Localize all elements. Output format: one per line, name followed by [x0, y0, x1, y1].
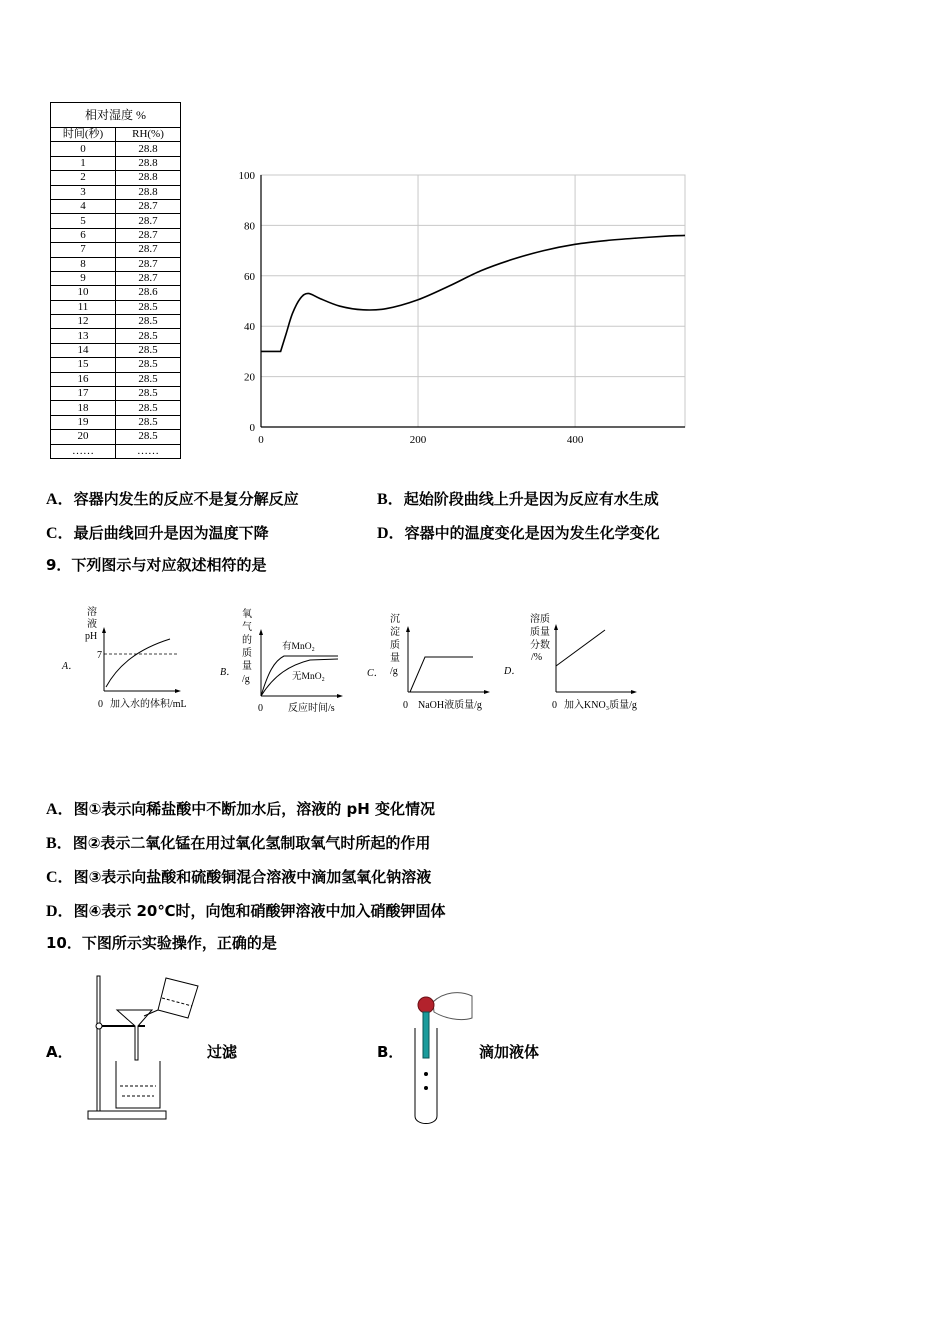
- rh-time-cell: 0: [51, 142, 116, 156]
- rh-table-row: [51, 228, 181, 242]
- graph-c-origin: 0: [403, 700, 408, 711]
- q8-option-d-label: D．: [377, 525, 405, 542]
- funnel: [117, 1010, 152, 1060]
- rh-value-cell: 28.5: [116, 387, 181, 401]
- graph-b-ylabel-3: 的: [242, 635, 252, 646]
- rh-table: [50, 102, 181, 459]
- graph-a-y-arrow: [102, 627, 106, 633]
- chart-ytick-label: 0: [249, 422, 255, 434]
- graph-b-y-arrow: [259, 629, 263, 635]
- q8-option-a-text: 容器内发生的反应不是复分解反应: [73, 490, 299, 508]
- q8-option-b[interactable]: [377, 486, 659, 509]
- dropper-bulb: [418, 997, 434, 1013]
- rh-table-row: [51, 329, 181, 343]
- graph-a-curve: [106, 639, 170, 687]
- rh-table-row: [51, 315, 181, 329]
- graph-b-ylabel-2: 气: [242, 622, 252, 633]
- rh-table-row: [51, 199, 181, 213]
- rh-time-cell: 15: [51, 358, 116, 372]
- rh-table-row: [51, 142, 181, 156]
- q9-option-b-label: B．: [46, 835, 73, 852]
- rh-value-cell: 28.8: [116, 185, 181, 199]
- rh-time-cell: 6: [51, 228, 116, 242]
- graph-c-ylabel-3: 质: [390, 640, 400, 651]
- col-rh-header: RH(%): [116, 128, 181, 142]
- rh-value-cell: 28.5: [116, 329, 181, 343]
- q9-graph-a: [60, 603, 200, 715]
- graph-a-ylabel-2: 液: [87, 619, 97, 630]
- drop-2: [424, 1086, 428, 1090]
- q9-option-c-label: C．: [46, 869, 74, 886]
- chart-ytick-label: 100: [238, 170, 255, 182]
- graph-c-y-arrow: [406, 626, 410, 632]
- rh-time-cell: 14: [51, 343, 116, 357]
- rh-table-row: [51, 387, 181, 401]
- graph-b-ylabel-6: /g: [242, 674, 250, 685]
- rh-table-row: [51, 286, 181, 300]
- q8-option-c-label: C．: [46, 525, 74, 542]
- graph-d-xlabel: 加入KNO₃质量/g: [564, 700, 637, 711]
- pouring-beaker: [158, 978, 198, 1018]
- rh-value-cell: 28.5: [116, 315, 181, 329]
- stand-rod: [97, 976, 100, 1111]
- rh-value-cell: 28.5: [116, 300, 181, 314]
- q9-graph-c: [365, 608, 500, 716]
- graph-d-line: [556, 630, 605, 666]
- rh-table-row: [51, 358, 181, 372]
- rh-table-row: [51, 415, 181, 429]
- graph-d-ylabel-1: 溶质: [530, 614, 550, 625]
- graph-b-ylabel-1: 氧: [242, 609, 252, 620]
- graph-b-ylabel-4: 质: [242, 648, 252, 659]
- chart-ytick-label: 20: [244, 371, 255, 384]
- rh-value-cell: 28.8: [116, 142, 181, 156]
- chart-ytick-label: 40: [244, 321, 255, 334]
- graph-b-without-mno2: 无MnO₂: [292, 672, 325, 682]
- q10-option-a-label[interactable]: A．: [46, 1043, 73, 1061]
- stand-base: [88, 1111, 166, 1119]
- rh-table-row: [51, 430, 181, 444]
- rh-table-row: [51, 300, 181, 314]
- graph-d-y-arrow: [554, 624, 558, 630]
- graph-a-ylabel-1: 溶: [87, 607, 97, 618]
- graph-c-x-arrow: [484, 690, 490, 694]
- filtration-apparatus-illustration: [80, 968, 205, 1126]
- rh-time-cell: 5: [51, 214, 116, 228]
- rh-table-row: [51, 156, 181, 170]
- graph-a-ylabel-3: pH: [85, 631, 98, 642]
- rh-table-row: [51, 372, 181, 386]
- rh-value-cell: 28.5: [116, 372, 181, 386]
- chart-ytick-label: 80: [244, 220, 255, 233]
- graph-d-ylabel-4: /%: [531, 652, 543, 663]
- graph-b-x-arrow: [337, 694, 343, 698]
- q9-option-d-text: 图④表示 20℃时，向饱和硝酸钾溶液中加入硝酸钾固体: [73, 902, 446, 920]
- hand: [433, 993, 472, 1020]
- rh-time-cell: 7: [51, 243, 116, 257]
- q10-option-b-label[interactable]: B．: [377, 1043, 404, 1061]
- q9-graph-b: [218, 603, 353, 718]
- graph-c-ylabel-2: 淀: [390, 627, 400, 638]
- col-time-header: 时间(秒): [51, 128, 116, 142]
- graph-c-xlabel: NaOH液质量/g: [418, 700, 482, 711]
- q9-option-c-text: 图③表示向盐酸和硫酸铜混合溶液中滴加氢氧化钠溶液: [73, 868, 432, 886]
- graph-c-ylabel-1: 沉: [390, 614, 400, 625]
- graph-c-letter: C．: [367, 668, 384, 679]
- q9-option-c[interactable]: [46, 864, 431, 887]
- rh-time-cell: ……: [51, 444, 116, 458]
- rh-value-cell: 28.7: [116, 214, 181, 228]
- rh-time-cell: 4: [51, 199, 116, 213]
- chart-xtick-label: 200: [409, 434, 427, 446]
- graph-d-x-arrow: [631, 690, 637, 694]
- rh-table-row: [51, 185, 181, 199]
- graph-a-origin: 0: [98, 699, 103, 710]
- rh-table-row: [51, 243, 181, 257]
- rh-table-row: [51, 401, 181, 415]
- rh-table-row: [51, 214, 181, 228]
- rh-value-cell: 28.5: [116, 430, 181, 444]
- rh-time-cell: 10: [51, 286, 116, 300]
- graph-b-letter: B．: [220, 667, 237, 678]
- rh-time-cell: 12: [51, 315, 116, 329]
- q8-option-b-text: 起始阶段曲线上升是因为反应有水生成: [403, 490, 659, 508]
- graph-b-origin: 0: [258, 703, 263, 714]
- q8-option-c[interactable]: [46, 520, 269, 543]
- graph-b-with-mno2: 有MnO₂: [282, 642, 315, 652]
- rh-time-cell: 17: [51, 387, 116, 401]
- graph-b-xlabel: 反应时间/s: [288, 703, 335, 714]
- q9-option-d-label: D．: [46, 903, 74, 920]
- rh-time-cell: 2: [51, 171, 116, 185]
- rh-time-cell: 3: [51, 185, 116, 199]
- rh-value-cell: 28.7: [116, 199, 181, 213]
- chart-xtick-label: 400: [566, 434, 584, 446]
- rh-value-cell: ……: [116, 444, 181, 458]
- graph-b-ylabel-5: 量: [242, 661, 252, 672]
- graph-a-xlabel: 加入水的体积/mL: [110, 699, 187, 710]
- rh-value-cell: 28.7: [116, 228, 181, 242]
- graph-c-ylabel-4: 量: [390, 653, 400, 664]
- q10-stem: 10．下图所示实验操作，正确的是: [46, 934, 277, 952]
- humidity-line-chart: [225, 165, 695, 450]
- rh-time-cell: 20: [51, 430, 116, 444]
- q9-option-b-text: 图②表示二氧化锰在用过氧化氢制取氧气时所起的作用: [72, 834, 431, 852]
- q8-option-c-text: 最后曲线回升是因为温度下降: [73, 524, 269, 542]
- rh-value-cell: 28.5: [116, 358, 181, 372]
- graph-d-letter: D．: [504, 666, 522, 677]
- chart-xtick-label: 0: [258, 434, 264, 446]
- rh-value-cell: 28.7: [116, 243, 181, 257]
- rh-time-cell: 11: [51, 300, 116, 314]
- rh-table-row: [51, 257, 181, 271]
- q9-option-a-text: 图①表示向稀盐酸中不断加水后，溶液的 pH 变化情况: [73, 800, 436, 818]
- rh-table-row: [51, 171, 181, 185]
- rh-time-cell: 19: [51, 415, 116, 429]
- rh-time-cell: 8: [51, 257, 116, 271]
- dropper-illustration: [398, 988, 478, 1128]
- drop-1: [424, 1072, 428, 1076]
- graph-d-origin: 0: [552, 700, 557, 711]
- q9-option-a-label: A．: [46, 801, 74, 818]
- chart-series-line: [261, 235, 685, 351]
- rh-value-cell: 28.5: [116, 401, 181, 415]
- q9-option-d[interactable]: [46, 898, 446, 921]
- graph-c-ylabel-5: /g: [390, 666, 398, 677]
- rh-table-title: 相对湿度 %: [51, 103, 181, 128]
- rh-value-cell: 28.8: [116, 156, 181, 170]
- q8-option-d-text: 容器中的温度变化是因为发生化学变化: [404, 524, 660, 542]
- graph-a-x-arrow: [175, 689, 181, 693]
- q8-option-d[interactable]: [377, 520, 660, 543]
- graph-a-ytick-7: 7: [97, 650, 102, 661]
- rh-value-cell: 28.8: [116, 171, 181, 185]
- q9-option-b[interactable]: [46, 830, 430, 853]
- q8-option-a[interactable]: [46, 486, 299, 509]
- rh-value-cell: 28.7: [116, 271, 181, 285]
- graph-c-curve: [410, 657, 473, 692]
- rh-time-cell: 18: [51, 401, 116, 415]
- graph-d-ylabel-3: 分数: [530, 640, 550, 651]
- rh-table-row: [51, 343, 181, 357]
- q8-option-a-label: A．: [46, 491, 74, 508]
- rh-time-cell: 13: [51, 329, 116, 343]
- rh-table-row: [51, 444, 181, 458]
- rh-time-cell: 16: [51, 372, 116, 386]
- rh-value-cell: 28.6: [116, 286, 181, 300]
- rh-table-body: [51, 142, 181, 459]
- rh-value-cell: 28.5: [116, 343, 181, 357]
- chart-tick-labels: [239, 170, 584, 446]
- rh-value-cell: 28.5: [116, 415, 181, 429]
- q8-option-b-label: B．: [377, 491, 404, 508]
- q10-option-a-caption: 过滤: [207, 1043, 238, 1061]
- clamp-knob: [96, 1023, 102, 1029]
- rh-table-row: [51, 271, 181, 285]
- beaker: [116, 1061, 160, 1108]
- rh-time-cell: 1: [51, 156, 116, 170]
- chart-ytick-label: 60: [244, 270, 255, 283]
- rh-time-cell: 9: [51, 271, 116, 285]
- graph-a-letter: A．: [62, 661, 79, 672]
- rh-value-cell: 28.7: [116, 257, 181, 271]
- q9-stem: 9．下列图示与对应叙述相符的是: [46, 556, 267, 574]
- q10-option-b-caption: 滴加液体: [479, 1043, 540, 1061]
- q9-option-a[interactable]: [46, 796, 435, 819]
- q9-graph-d: [502, 608, 647, 716]
- dropper-tube: [423, 1012, 429, 1058]
- graph-d-ylabel-2: 质量: [530, 627, 550, 638]
